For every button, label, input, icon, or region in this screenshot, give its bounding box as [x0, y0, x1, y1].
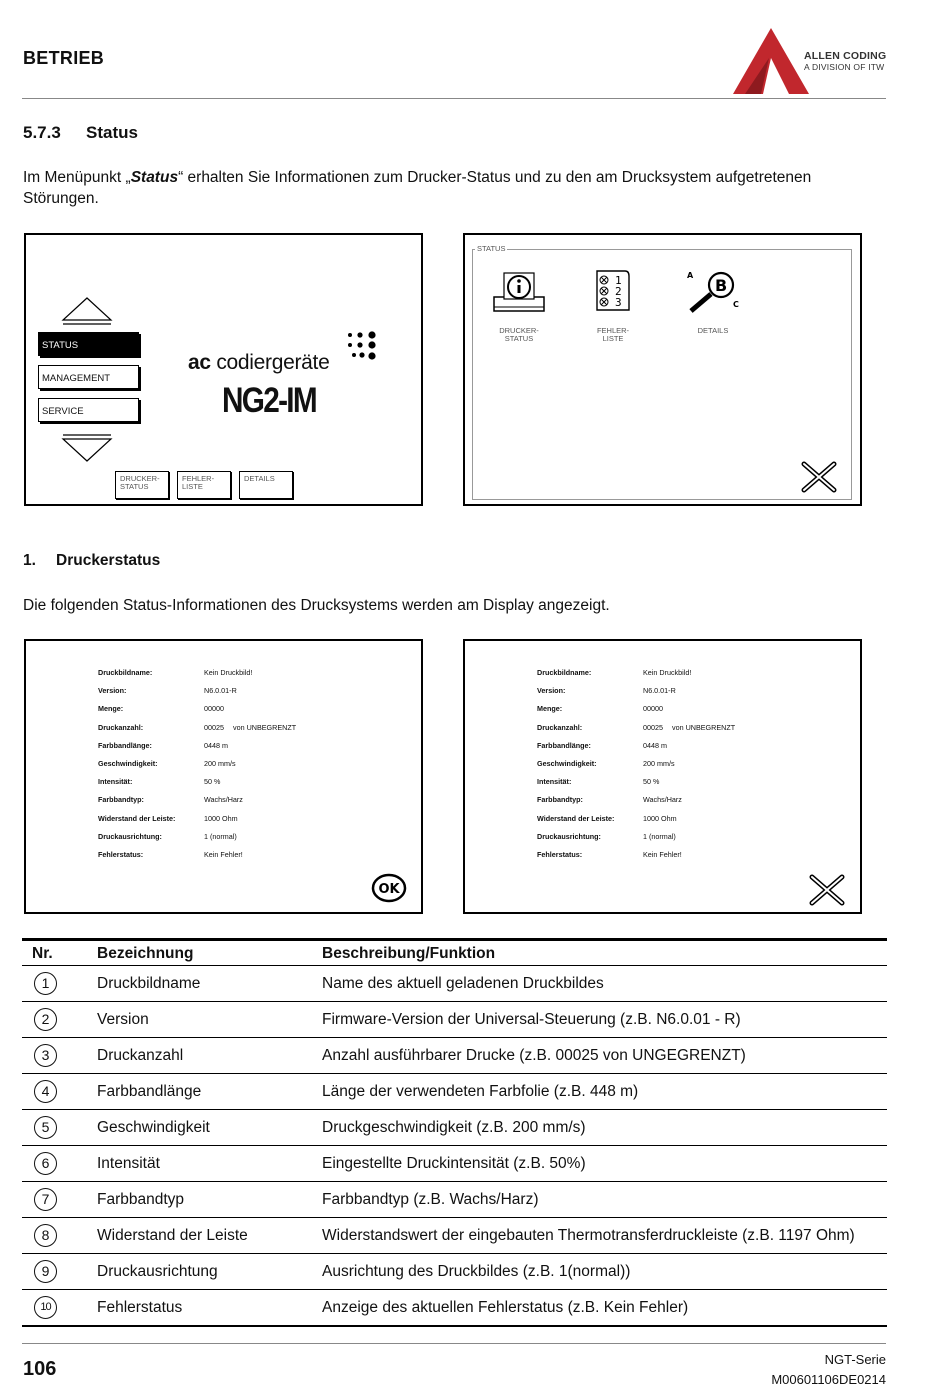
row-number-cell	[22, 1218, 97, 1254]
status-row-label: Intensität:	[537, 777, 572, 787]
icon-label-line2: LISTE	[602, 334, 624, 343]
model-name: NG2-IM	[222, 381, 316, 420]
logo-line2: A DIVISION OF ITW	[804, 62, 885, 72]
row-name: Widerstand der Leiste	[97, 1218, 322, 1254]
row-number-badge: 1	[34, 972, 57, 995]
status-info-table	[22, 938, 887, 1327]
row-description: Ausrichtung des Druckbildes (z.B. 1(normal))	[322, 1254, 887, 1290]
status-row-label: Menge:	[537, 704, 563, 714]
status-row-label: Fehlerstatus:	[537, 850, 583, 859]
row-number-cell	[22, 1038, 97, 1074]
row-number-cell	[22, 1074, 97, 1110]
btn-line2: STATUS	[120, 482, 149, 491]
row-name: Fehlerstatus	[97, 1290, 322, 1327]
ok-label: OK	[378, 882, 400, 897]
footer-doc-id: M00601106DE0214	[771, 1372, 886, 1387]
table-row	[22, 1182, 887, 1218]
status-row-value: 50 %	[643, 777, 660, 787]
subsection-number: 1.	[23, 552, 36, 569]
drucker-status-button[interactable]	[115, 471, 169, 499]
row-number-cell	[22, 1290, 97, 1327]
row-name: Intensität	[97, 1146, 322, 1182]
status-row-label: Farbbandlänge:	[537, 740, 591, 750]
icon-label-fehlerliste	[583, 327, 643, 343]
row-number-cell	[22, 966, 97, 1002]
status-row-value: Kein Druckbild!	[204, 668, 253, 677]
row-description: Druckgeschwindigkeit (z.B. 200 mm/s)	[322, 1110, 887, 1146]
row-number-cell	[22, 1110, 97, 1146]
table-row	[22, 1038, 887, 1074]
icon-label-line1: DRUCKER-	[499, 326, 539, 335]
status-row-value: 00000	[643, 704, 663, 714]
status-row-label: Widerstand der Leiste:	[98, 813, 176, 823]
status-row-label: Druckbildname:	[98, 668, 153, 677]
subsection-text: Die folgenden Status-Informationen des Drucksystems werden am Display angezeigt.	[23, 597, 610, 614]
table-row	[22, 1290, 887, 1327]
status-row-value: 1 (normal)	[204, 831, 237, 841]
status-row-label: Version:	[537, 686, 566, 696]
row-number-badge: 4	[34, 1080, 57, 1103]
status-row-value: Kein Druckbild!	[643, 668, 692, 677]
row-name: Farbbandtyp	[97, 1182, 322, 1218]
list-digit-3: 3	[615, 296, 622, 309]
details-button[interactable]	[239, 471, 293, 499]
intro-text-after: “ erhalten Sie Informationen zum Drucker-Status und zu den am Drucksystem aufgetretenen Störungen.	[23, 169, 812, 207]
main-menu-screen	[24, 233, 423, 506]
status-row-extra: von UNBEGRENZT	[672, 722, 736, 732]
icon-label-line2: STATUS	[504, 334, 534, 343]
row-description: Firmware-Version der Universal-Steuerung (z.B. N6.0.01 - R)	[322, 1002, 887, 1038]
table-header-beschreibung: Beschreibung/Funktion	[322, 940, 887, 966]
status-row-label: Druckausrichtung:	[98, 831, 162, 841]
close-icon[interactable]	[809, 874, 845, 906]
intro-paragraph	[23, 167, 883, 209]
row-number-cell	[22, 1002, 97, 1038]
row-number-badge: 6	[34, 1152, 57, 1175]
status-row-value: 1 (normal)	[643, 831, 676, 841]
status-row-value: 0448 m	[204, 740, 228, 750]
status-row-value: 200 mm/s	[643, 759, 675, 768]
icon-label-drucker-status	[489, 327, 549, 343]
status-row-value: Kein Fehler!	[643, 850, 682, 859]
row-number-cell	[22, 1146, 97, 1182]
table-header-nr: Nr.	[22, 940, 97, 966]
table-row	[22, 1254, 887, 1290]
status-row-label: Druckanzahl:	[98, 722, 144, 732]
status-row-value: 00000	[204, 704, 224, 714]
row-number-badge: 5	[34, 1116, 57, 1139]
status-row-value: 1000 Ohm	[204, 813, 238, 823]
details-letter-a: A	[687, 271, 694, 280]
status-row-label: Farbbandlänge:	[98, 740, 152, 750]
allen-coding-logo-icon	[733, 28, 809, 94]
table-header-row	[22, 940, 887, 966]
table-header-bezeichnung: Bezeichnung	[97, 940, 322, 966]
menu-item-status[interactable]: STATUS	[38, 332, 139, 356]
section-heading	[23, 123, 138, 143]
row-description: Länge der verwendeten Farbfolie (z.B. 448 m)	[322, 1074, 887, 1110]
row-name: Druckausrichtung	[97, 1254, 322, 1290]
printer-status-screen-ok	[24, 639, 423, 914]
status-row-value: 0448 m	[643, 740, 667, 750]
table-row	[22, 966, 887, 1002]
row-number-cell	[22, 1182, 97, 1218]
row-number-badge: 8	[34, 1224, 57, 1247]
subsection-title: Druckerstatus	[56, 552, 161, 569]
status-row-label: Druckanzahl:	[537, 722, 583, 732]
printer-info-icon[interactable]	[491, 269, 547, 315]
row-number-badge: 9	[34, 1260, 57, 1283]
status-row-label: Version:	[98, 686, 127, 696]
arrow-down-icon[interactable]	[61, 433, 113, 463]
brand-text: ac codiergeräte	[188, 351, 330, 374]
status-row-label: Farbbandtyp:	[98, 795, 144, 805]
row-name: Farbbandlänge	[97, 1074, 322, 1110]
status-row-label: Fehlerstatus:	[98, 850, 144, 859]
list-digit-1: 1	[615, 274, 622, 287]
header-title: BETRIEB	[23, 48, 105, 68]
menu-item-management[interactable]: MANAGEMENT	[38, 365, 139, 389]
status-row-value: 00025	[643, 722, 663, 732]
btn-line1: FEHLER-	[182, 474, 215, 483]
btn-line2: LISTE	[182, 482, 203, 491]
section-number: 5.7.3	[23, 123, 61, 142]
status-row-value: Wachs/Harz	[204, 795, 243, 805]
status-row-value: 50 %	[204, 777, 221, 787]
close-icon[interactable]	[801, 461, 837, 493]
menu-item-service[interactable]: SERVICE	[38, 398, 139, 422]
status-group-label: STATUS	[477, 244, 506, 253]
row-name: Geschwindigkeit	[97, 1110, 322, 1146]
error-list-icon[interactable]	[593, 268, 633, 314]
subsection-heading	[23, 552, 160, 570]
row-description: Anzeige des aktuellen Fehlerstatus (z.B. Kein Fehler)	[322, 1290, 887, 1327]
btn-line1: DRUCKER-	[120, 474, 160, 483]
btn-line1: DETAILS	[244, 474, 275, 483]
brand-dots-icon	[344, 330, 380, 362]
row-description: Widerstandswert der eingebauten Thermotransferdruckleiste (z.B. 1197 Ohm)	[322, 1218, 887, 1254]
status-row-label: Druckbildname:	[537, 668, 592, 677]
row-number-cell	[22, 1254, 97, 1290]
row-name: Druckbildname	[97, 966, 322, 1002]
status-row-label: Intensität:	[98, 777, 133, 787]
row-description: Anzahl ausführbarer Drucke (z.B. 00025 von UNGEGRENZT)	[322, 1038, 887, 1074]
status-row-value: 00025	[204, 722, 224, 732]
icon-label-details	[683, 327, 743, 335]
status-row-extra: von UNBEGRENZT	[233, 722, 297, 732]
status-row-label: Farbbandtyp:	[537, 795, 583, 805]
footer-rule	[22, 1343, 886, 1344]
status-row-label: Geschwindigkeit:	[98, 759, 158, 768]
details-letter-b: B	[715, 276, 728, 295]
row-description: Name des aktuell geladenen Druckbildes	[322, 966, 887, 1002]
row-description: Eingestellte Druckintensität (z.B. 50%)	[322, 1146, 887, 1182]
icon-label-line1: FEHLER-	[596, 326, 630, 335]
status-row-value: N6.0.01-R	[204, 686, 237, 696]
status-row-label: Geschwindigkeit:	[537, 759, 597, 768]
list-digit-2: 2	[615, 285, 622, 298]
icon-label-line1: DETAILS	[697, 326, 729, 335]
printer-status-screen-close	[463, 639, 862, 914]
status-row-label: Menge:	[98, 704, 124, 714]
row-name: Druckanzahl	[97, 1038, 322, 1074]
status-row-value: N6.0.01-R	[643, 686, 676, 696]
fehlerliste-button[interactable]	[177, 471, 231, 499]
row-description: Farbbandtyp (z.B. Wachs/Harz)	[322, 1182, 887, 1218]
intro-text-before: Im Menüpunkt „	[23, 169, 131, 186]
table-row	[22, 1002, 887, 1038]
table-row	[22, 1146, 887, 1182]
table-row	[22, 1074, 887, 1110]
status-row-label: Widerstand der Leiste:	[537, 813, 615, 823]
status-row-label: Druckausrichtung:	[537, 831, 601, 841]
arrow-up-icon[interactable]	[61, 296, 113, 326]
section-title: Status	[86, 123, 138, 142]
status-row-value: 1000 Ohm	[643, 813, 677, 823]
status-row-value: Kein Fehler!	[204, 850, 243, 859]
page-number: 106	[23, 1358, 57, 1380]
details-letter-c: C	[733, 300, 739, 309]
status-menu-screen	[463, 233, 862, 506]
footer-series: NGT-Serie	[824, 1352, 886, 1367]
status-row-value: 200 mm/s	[204, 759, 236, 768]
row-number-badge: 2	[34, 1008, 57, 1031]
ok-button[interactable]	[371, 872, 407, 904]
row-number-badge: 3	[34, 1044, 57, 1067]
intro-emphasis: Status	[130, 169, 179, 186]
table-row	[22, 1218, 887, 1254]
row-number-badge: 7	[34, 1188, 57, 1211]
logo-line1: ALLEN CODING	[804, 50, 887, 62]
table-row	[22, 1110, 887, 1146]
header-rule	[22, 98, 886, 99]
details-magnifier-icon[interactable]	[683, 267, 743, 315]
status-row-value: Wachs/Harz	[643, 795, 682, 805]
row-name: Version	[97, 1002, 322, 1038]
row-number-badge: 10	[34, 1296, 57, 1319]
